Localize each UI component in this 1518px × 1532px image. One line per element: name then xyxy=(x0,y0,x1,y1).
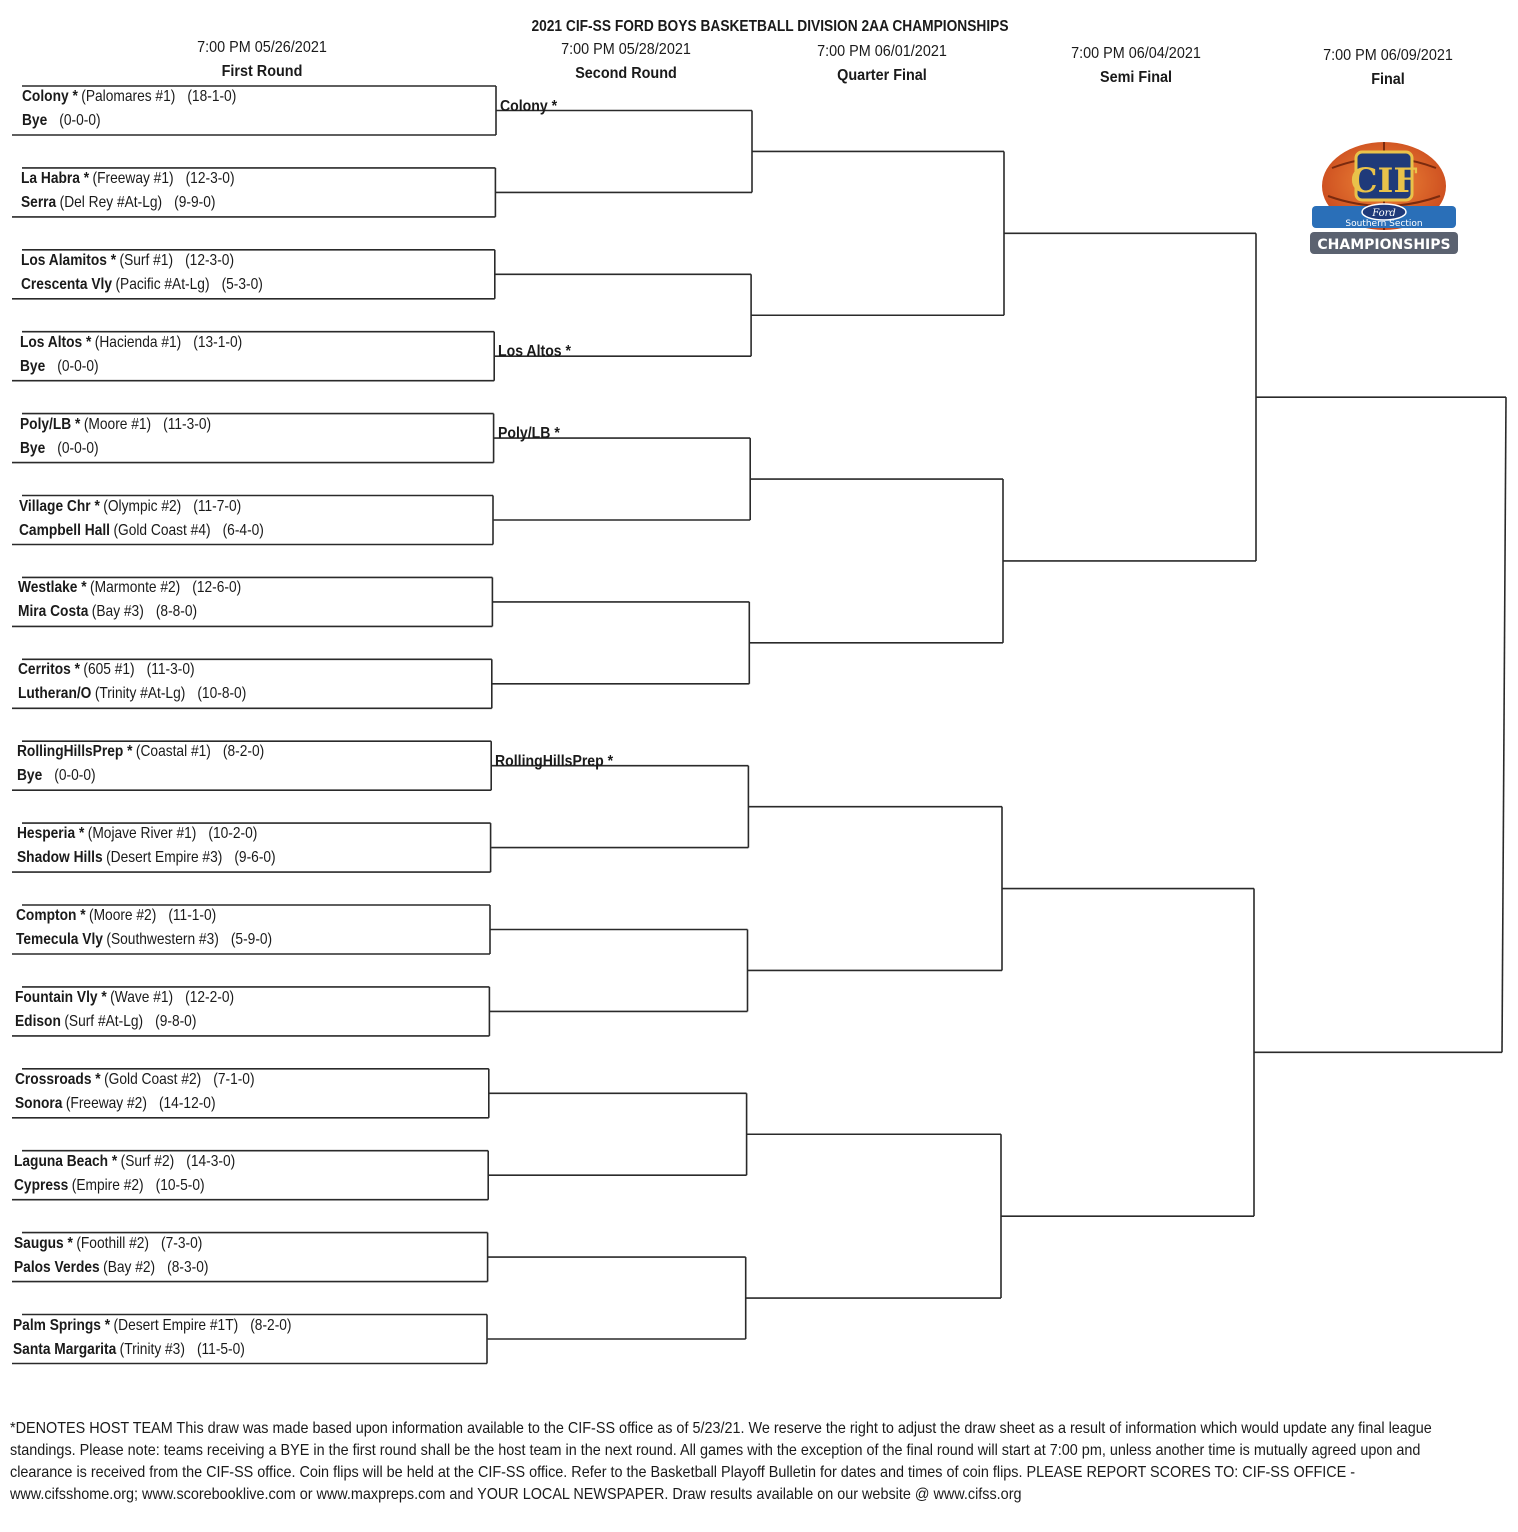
team-record: (14-3-0) xyxy=(186,1152,236,1170)
team-league: (Pacific #At-Lg) xyxy=(115,275,210,293)
round-datetime: 7:00 PM 05/26/2021 xyxy=(197,39,327,56)
advanced-team: Poly/LB * xyxy=(497,425,560,443)
team-league: (Marmonte #2) xyxy=(90,579,181,597)
team-record: (8-8-0) xyxy=(156,603,198,621)
team-record: (10-2-0) xyxy=(207,825,257,843)
team-record: (10-8-0) xyxy=(197,685,247,703)
team-record: (0-0-0) xyxy=(54,767,96,785)
round-datetime: 7:00 PM 06/01/2021 xyxy=(817,43,947,60)
team-league: (Gold Coast #4) xyxy=(113,521,211,539)
team-name: Village Chr * xyxy=(19,497,100,515)
team-entry xyxy=(20,357,99,377)
team-entry xyxy=(14,1258,208,1278)
footer-note: *DENOTES HOST TEAM This draw was made based upon information available to the CIF-SS office as of 5/23/21. We reserve the right to adjust the draw sheet as a result of information which would update any final league standings. Please note: teams receiving a BYE in the first round shall be the host team in the next round. All games with the exception of the final round will start at 7:00 pm, unless another time is mutually agreed upon and clearance is received from the CIF-SS office. Coin flips will be held at the CIF-SS office. Refer to the Basketball Playoff Bulletin for dates and times of coin flips. PLEASE REPORT SCORES TO: CIF-SS OFFICE - www.cifsshome.org; www.scorebooklive.com or www.maxpreps.com and YOUR LOCAL NEWSPAPER. Draw results available on our website @ www.cifss.org xyxy=(10,1420,1432,1503)
team-record: (11-3-0) xyxy=(146,661,195,679)
team-entry xyxy=(18,684,246,704)
team-record: (11-3-0) xyxy=(162,415,211,433)
team-league: (Del Rey #At-Lg) xyxy=(60,193,163,211)
team-entry xyxy=(18,578,241,598)
team-entry xyxy=(13,1340,245,1360)
team-league: (Moore #1) xyxy=(83,415,151,433)
team-record: (14-12-0) xyxy=(158,1094,216,1112)
team-record: (0-0-0) xyxy=(59,112,101,129)
team-name: Colony * xyxy=(22,88,78,105)
team-name: Hesperia * xyxy=(16,825,84,843)
team-name: Poly/LB * xyxy=(19,415,80,433)
round-name: Semi Final xyxy=(1099,69,1173,86)
team-entry xyxy=(15,988,234,1008)
round-datetime: 7:00 PM 05/28/2021 xyxy=(561,41,691,58)
team-record: (5-3-0) xyxy=(221,275,263,293)
team-league: (Gold Coast #2) xyxy=(103,1070,202,1088)
team-name: Bye xyxy=(22,112,48,129)
team-record: (11-1-0) xyxy=(168,907,217,924)
team-entry xyxy=(17,848,276,868)
team-name: Los Altos * xyxy=(20,333,92,351)
team-name: Crossroads * xyxy=(14,1070,101,1088)
advanced-team: RollingHillsPrep * xyxy=(495,752,614,770)
team-name: Temecula Vly xyxy=(16,931,103,948)
team-entry xyxy=(14,1176,205,1196)
team-league: (Hacienda #1) xyxy=(94,333,182,351)
team-record: (8-2-0) xyxy=(223,743,265,761)
team-entry xyxy=(17,766,96,786)
team-name: Bye xyxy=(20,357,46,375)
team-league: (Surf #1) xyxy=(119,251,173,269)
advanced-team: Colony * xyxy=(500,97,558,115)
team-record: (9-9-0) xyxy=(174,193,216,211)
round-name: Second Round xyxy=(575,65,677,82)
team-league: (Bay #2) xyxy=(102,1258,155,1276)
team-record: (12-6-0) xyxy=(192,579,242,597)
team-league: (Southwestern #3) xyxy=(106,931,219,948)
team-name: Fountain Vly * xyxy=(15,988,108,1006)
team-entry xyxy=(21,169,235,189)
team-league: (Trinity #At-Lg) xyxy=(94,685,186,703)
team-name: Palm Springs * xyxy=(13,1316,111,1334)
team-league: (Coastal #1) xyxy=(136,743,212,761)
team-league: (605 #1) xyxy=(83,661,135,679)
team-name: Palos Verdes xyxy=(13,1258,100,1276)
team-name: Campbell Hall xyxy=(19,521,110,539)
team-record: (12-3-0) xyxy=(185,169,235,187)
team-league: (Bay #3) xyxy=(92,603,145,621)
round-datetime: 7:00 PM 06/04/2021 xyxy=(1071,45,1201,62)
round-name: First Round xyxy=(221,63,303,80)
team-league: (Foothill #2) xyxy=(75,1234,149,1252)
team-entry xyxy=(15,1070,255,1090)
team-league: (Freeway #2) xyxy=(65,1094,147,1112)
team-entry xyxy=(20,439,99,459)
team-entry xyxy=(18,660,195,680)
team-record: (8-3-0) xyxy=(166,1258,209,1276)
team-record: (12-3-0) xyxy=(184,251,234,269)
logo-ford-text: Ford xyxy=(1372,208,1396,219)
team-league: (Mojave River #1) xyxy=(87,825,196,843)
logo-championships-text: CHAMPIONSHIPS xyxy=(1317,237,1451,253)
team-league: (Desert Empire #3) xyxy=(105,849,222,867)
team-entry xyxy=(19,497,241,517)
team-record: (7-1-0) xyxy=(213,1070,255,1088)
team-entry xyxy=(20,333,242,353)
team-league: (Freeway #1) xyxy=(92,169,174,187)
team-entry xyxy=(20,415,211,435)
team-name: Lutheran/O xyxy=(17,685,92,703)
round-datetime: 7:00 PM 06/09/2021 xyxy=(1323,47,1453,64)
team-league: (Wave #1) xyxy=(110,988,174,1006)
team-entry xyxy=(13,1316,292,1336)
logo-cif-text: CIF xyxy=(1350,161,1418,201)
team-name: Saugus * xyxy=(13,1234,73,1252)
advanced-team: Los Altos * xyxy=(498,343,572,361)
team-name: Edison xyxy=(15,1012,62,1030)
team-name: Cerritos * xyxy=(17,661,80,679)
team-entry xyxy=(21,193,215,213)
round-name: Final xyxy=(1371,71,1405,88)
team-record: (6-4-0) xyxy=(222,521,264,539)
team-entry xyxy=(22,111,101,131)
team-record: (7-3-0) xyxy=(160,1234,202,1252)
team-record: (18-1-0) xyxy=(187,88,237,105)
team-league: (Surf #2) xyxy=(120,1152,175,1170)
team-entry xyxy=(18,602,197,622)
logo-section-text: Southern Section xyxy=(1345,219,1423,229)
team-record: (8-2-0) xyxy=(250,1316,292,1334)
team-entry xyxy=(14,1234,202,1254)
team-entry xyxy=(21,275,263,295)
team-record: (9-6-0) xyxy=(233,849,276,867)
team-entry xyxy=(14,1152,235,1172)
team-name: RollingHillsPrep * xyxy=(17,743,133,761)
team-league: (Surf #At-Lg) xyxy=(64,1012,144,1030)
team-name: Serra xyxy=(21,193,57,211)
team-name: Bye xyxy=(19,439,45,457)
team-record: (11-5-0) xyxy=(196,1340,245,1358)
team-entry xyxy=(19,521,264,541)
round-name: Quarter Final xyxy=(837,67,927,84)
team-record: (13-1-0) xyxy=(193,333,243,351)
cif-championships-logo xyxy=(1308,138,1460,262)
team-name: Santa Margarita xyxy=(13,1340,117,1358)
team-entry xyxy=(15,1012,196,1032)
team-league: (Trinity #3) xyxy=(119,1340,185,1358)
team-name: Shadow Hills xyxy=(16,849,103,867)
team-record: (11-7-0) xyxy=(193,497,242,515)
team-record: (12-2-0) xyxy=(185,988,235,1006)
team-record: (0-0-0) xyxy=(56,439,99,457)
team-name: Crescenta Vly xyxy=(20,275,112,293)
team-record: (9-8-0) xyxy=(155,1012,197,1030)
team-league: (Desert Empire #1T) xyxy=(113,1316,239,1334)
team-entry xyxy=(17,824,257,844)
team-entry xyxy=(22,87,236,107)
team-name: Los Alamitos * xyxy=(20,251,116,269)
team-league: (Olympic #2) xyxy=(103,497,182,515)
team-name: Bye xyxy=(17,767,43,785)
final-connector xyxy=(1502,397,1506,1052)
team-name: Westlake * xyxy=(18,579,87,597)
team-entry xyxy=(21,251,234,271)
team-record: (0-0-0) xyxy=(57,357,99,375)
team-name: Cypress xyxy=(14,1176,69,1194)
team-name: Laguna Beach * xyxy=(14,1152,118,1170)
team-entry xyxy=(16,930,272,950)
team-league: (Moore #2) xyxy=(88,907,157,924)
team-league: (Empire #2) xyxy=(71,1176,144,1194)
team-entry xyxy=(16,906,216,926)
team-record: (5-9-0) xyxy=(230,931,273,948)
team-name: Sonora xyxy=(14,1094,63,1112)
team-name: Mira Costa xyxy=(18,603,89,621)
team-league: (Palomares #1) xyxy=(81,88,176,105)
page-title: 2021 CIF-SS FORD BOYS BASKETBALL DIVISION 2AA CHAMPIONSHIPS xyxy=(531,18,1009,35)
team-entry xyxy=(17,742,264,762)
team-record: (10-5-0) xyxy=(155,1176,205,1194)
team-name: Compton * xyxy=(16,907,86,924)
team-name: La Habra * xyxy=(21,169,90,187)
team-entry xyxy=(15,1094,216,1114)
